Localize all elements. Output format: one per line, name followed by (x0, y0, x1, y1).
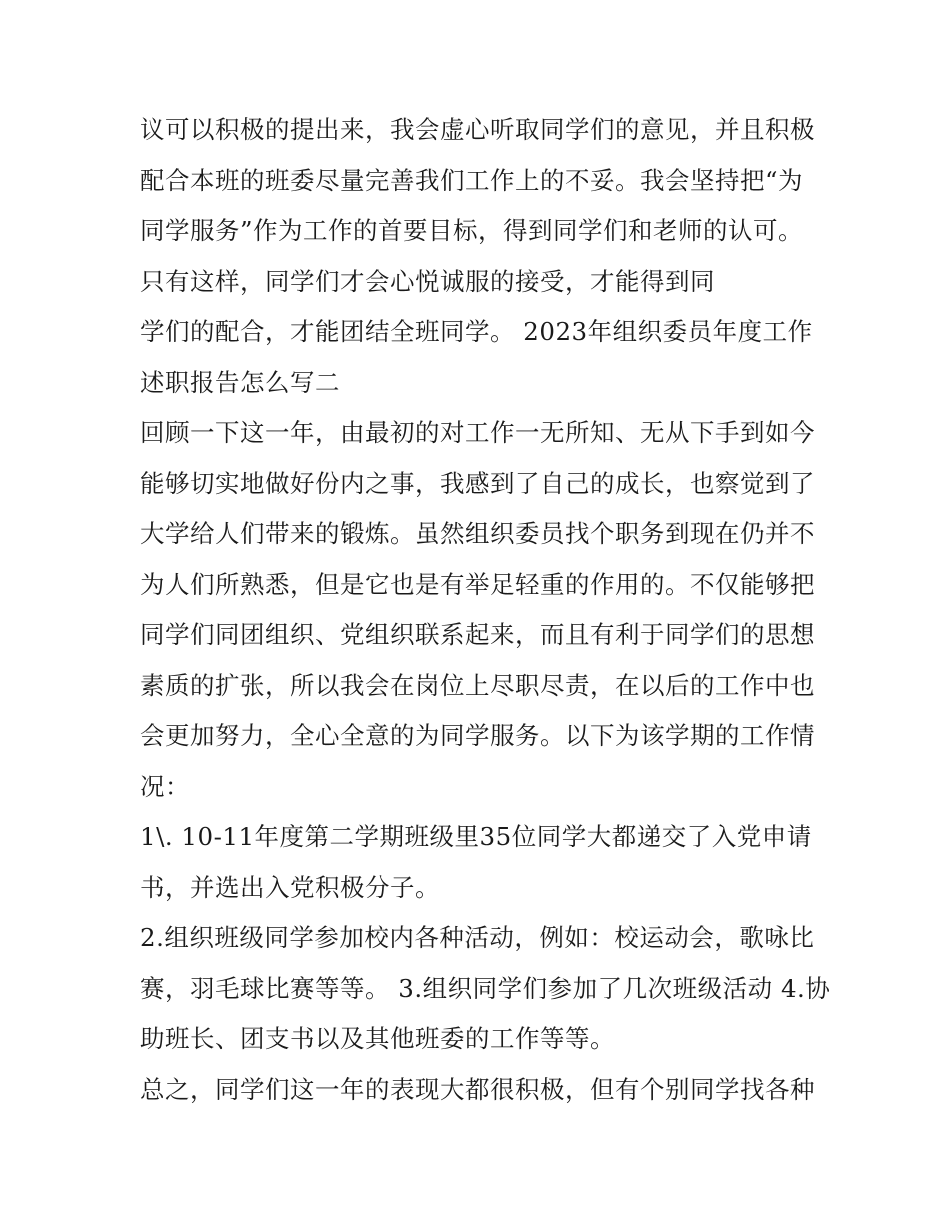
text-line-10: 为人们所熟悉，但是它也是有举足轻重的作用的。不仅能够把 (140, 569, 815, 599)
text-line-2: 配合本班的班委尽量完善我们工作上的不妥。我会坚持把“为 (140, 165, 804, 195)
report-body-text (140, 105, 831, 1115)
text-line-12: 素质的扩张，所以我会在岗位上尽职尽责，在以后的工作中也 (140, 670, 815, 700)
text-line-4: 只有这样，同学们才会心悦诚服的接受，才能得到同 (140, 266, 715, 296)
list-item-2-line-2: 赛，羽毛球比赛等等。 3.组织同学们参加了几次班级活动 4.协 (140, 973, 831, 1003)
text-line-8: 能够切实地做好份内之事，我感到了自己的成长，也察觉到了 (140, 468, 815, 498)
text-line-11: 同学们同团组织、党组织联系起来，而且有利于同学们的思想 (140, 620, 815, 649)
list-item-4-line-2: 助班长、团支书以及其他班委的工作等等。 (140, 1024, 615, 1053)
text-line-7: 回顾一下这一年，由最初的对工作一无所知、无从下手到如今 (140, 418, 815, 447)
list-item-1-line-1: 1\. 10-11年度第二学期班级里35位同学大都递交了入党申请 (140, 822, 812, 851)
conclusion-line: 总之，同学们这一年的表现大都很积极，但有个别同学找各种 (140, 1074, 815, 1104)
list-item-1-line-2: 书，并选出入党积极分子。 (140, 872, 440, 902)
text-line-3: 同学服务”作为工作的首要目标，得到同学们和老师的认可。 (140, 216, 804, 245)
text-line-14: 况： (140, 771, 190, 801)
text-line-5: 学们的配合，才能团结全班同学。 2023年组织委员年度工作 (140, 317, 813, 346)
section-heading-line: 述职报告怎么写二 (140, 367, 340, 397)
list-item-2-line-1: 2.组织班级同学参加校内各种活动，例如：校运动会，歌咏比 (140, 923, 815, 952)
text-line-1: 议可以积极的提出来，我会虚心听取同学们的意见，并且积极 (140, 115, 815, 144)
text-line-9: 大学给人们带来的锻炼。虽然组织委员找个职务到现在仍并不 (140, 519, 815, 548)
text-line-13: 会更加努力，全心全意的为同学服务。以下为该学期的工作情 (140, 721, 815, 750)
